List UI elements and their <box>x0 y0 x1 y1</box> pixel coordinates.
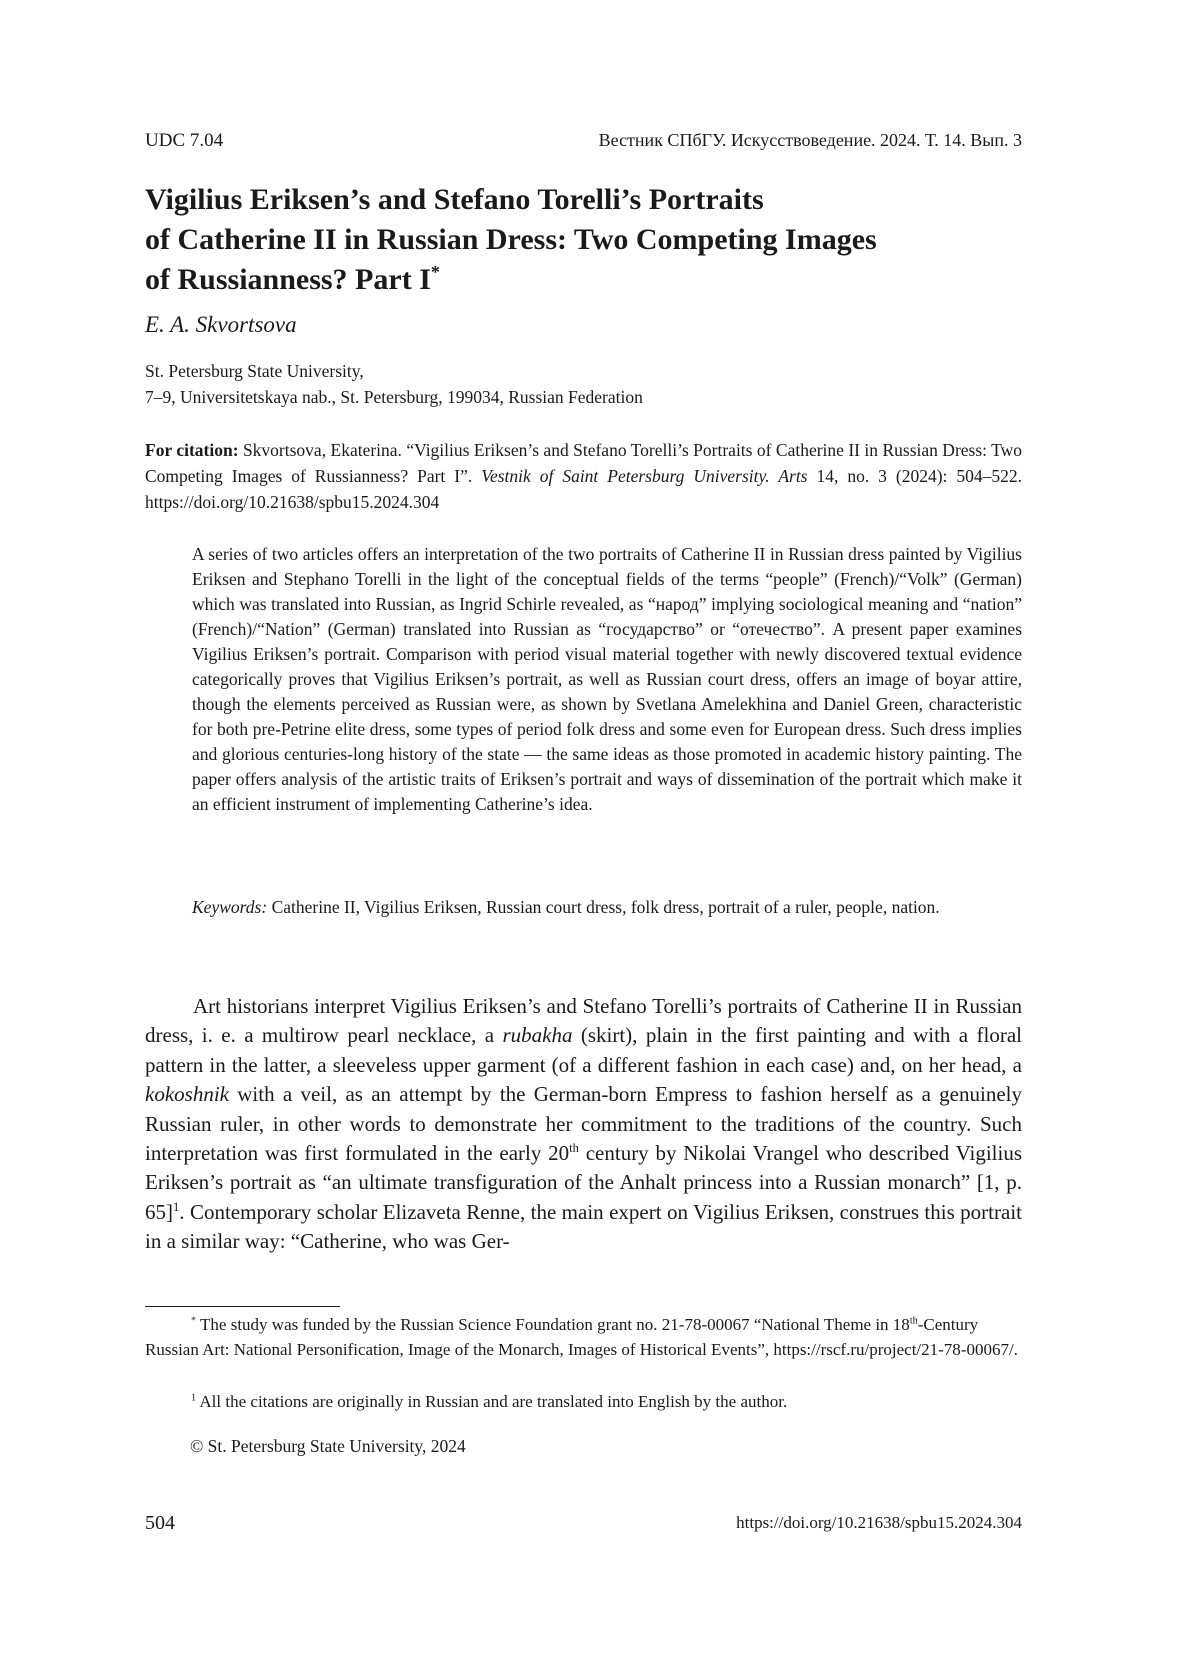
body-text-3: with a veil, as an attempt by the German-born Empress to fashion herself as a genuinely Russian ruler, in other words to demonstrate her commitment to the traditions of the country. Such interpretation was first formulated in the early 20 <box>145 1082 1022 1166</box>
affiliation-line-2: 7–9, Universitetskaya nab., St. Petersburg, 199034, Russian Federation <box>145 387 643 407</box>
citation-text: Skvortsova, Ekaterina. “Vigilius Eriksen’s and Stefano Torelli’s Portraits of Catherine II in Russian Dress: Two Competing Images of Russianness? Part I”. <box>145 440 1022 486</box>
body-text-2: (skirt), plain in the first painting and with a floral pattern in the latter, a sleeveless upper garment (of a different fashion in each case) and, on her head, a <box>145 1023 1022 1077</box>
citation-label: For citation: <box>145 440 239 460</box>
footnote-ref: 1 <box>173 1199 180 1214</box>
title-line-2: of Catherine II in Russian Dress: Two Competing Images <box>145 223 877 256</box>
term-kokoshnik: kokoshnik <box>145 1082 229 1107</box>
body-text-1: Art historians interpret Vigilius Eriksen’s and Stefano Torelli’s portraits of Catherine II in Russian dress, i. e. a multirow pearl necklace, a <box>145 994 1022 1048</box>
footnote-funding-text-1: The study was funded by the Russian Science Foundation grant no. 21-78-00067 “National Theme in 18 <box>196 1315 910 1334</box>
footnote-translation <box>145 1389 1022 1414</box>
udc-code: UDC 7.04 <box>145 130 224 151</box>
title-footnote-mark: * <box>430 262 440 282</box>
title-line-3: of Russianness? Part I <box>145 263 431 296</box>
citation-journal: Vestnik of Saint Petersburg University. Arts <box>481 466 808 486</box>
page-number: 504 <box>145 1512 175 1534</box>
body-paragraph <box>145 992 1022 1257</box>
term-rubakha: rubakha <box>502 1023 573 1048</box>
affiliation <box>145 358 643 410</box>
copyright-notice: © St. Petersburg State University, 2024 <box>190 1436 466 1456</box>
citation-block <box>145 437 1022 515</box>
footer-doi: https://doi.org/10.21638/spbu15.2024.304 <box>736 1513 1022 1532</box>
footnote-funding-text-2: -Century Russian Art: National Personification, Image of the Monarch, Images of Historical Events”, https://rscf.ru/project/21-78-00067/. <box>145 1315 1018 1359</box>
citation-details: 14, no. 3 (2024): 504–522. https://doi.org/10.21638/spbu15.2024.304 <box>145 466 1022 512</box>
footnote-rule <box>145 1306 340 1307</box>
footnote-translation-text: All the citations are originally in Russian and are translated into English by the author. <box>196 1392 788 1411</box>
footnote-mark-star: * <box>191 1315 197 1327</box>
affiliation-line-1: St. Petersburg State University, <box>145 361 364 381</box>
author-name: E. A. Skvortsova <box>145 312 297 337</box>
article-title <box>145 180 1045 300</box>
footnote-funding <box>145 1312 1022 1362</box>
footnote-mark-1: 1 <box>191 1392 197 1404</box>
journal-header: Вестник СПбГУ. Искусствоведение. 2024. Т. 14. Вып. 3 <box>598 130 1022 150</box>
keywords <box>192 895 1022 920</box>
footnote-ordinal: th <box>909 1315 918 1327</box>
body-text-5: . Contemporary scholar Elizaveta Renne, the main expert on Vigilius Eriksen, construes this portrait in a similar way: “Catherine, who was Ger- <box>145 1199 1022 1254</box>
ordinal-suffix: th <box>569 1141 579 1156</box>
keywords-label: Keywords: <box>192 897 268 917</box>
keywords-text: Catherine II, Vigilius Eriksen, Russian court dress, folk dress, portrait of a ruler, people, nation. <box>267 897 940 917</box>
abstract: A series of two articles offers an interpretation of the two portraits of Catherine II in Russian dress painted by Vigilius Eriksen and Stephano Torelli in the light of the conceptual fields of the terms “people” (French)/“Volk” (German) which was translated into Russian, as Ingrid Schirle revealed, as “народ” implying sociological meaning and “nation” (French)/“Nation” (German) translated into Russian as “государство” or “отечество”. A present paper examines Vigilius Eriksen’s portrait. Comparison with period visual material together with newly discovered textual evidence categorically proves that Vigilius Eriksen’s portrait, as well as Russian court dress, offers an image of boyar attire, though the elements perceived as Russian were, as shown by Svetlana Amelekhina and Daniel Green, characteristic for both pre-Petrine elite dress, some types of period folk dress and some even for European dress. Such dress implies and glorious centuries-long history of the state — the same ideas as those promoted in academic history painting. The paper offers analysis of the artistic traits of Eriksen’s portrait and ways of dissemination of the portrait which make it an efficient instrument of implementing Catherine’s idea. <box>192 544 1022 814</box>
body-text-4: century by Nikolai Vrangel who described Vigilius Eriksen’s portrait as “an ultimate transfiguration of the Anhalt princess into a Russian monarch” [1, p. 65] <box>145 1141 1022 1224</box>
title-line-1: Vigilius Eriksen’s and Stefano Torelli’s Portraits <box>145 183 764 216</box>
